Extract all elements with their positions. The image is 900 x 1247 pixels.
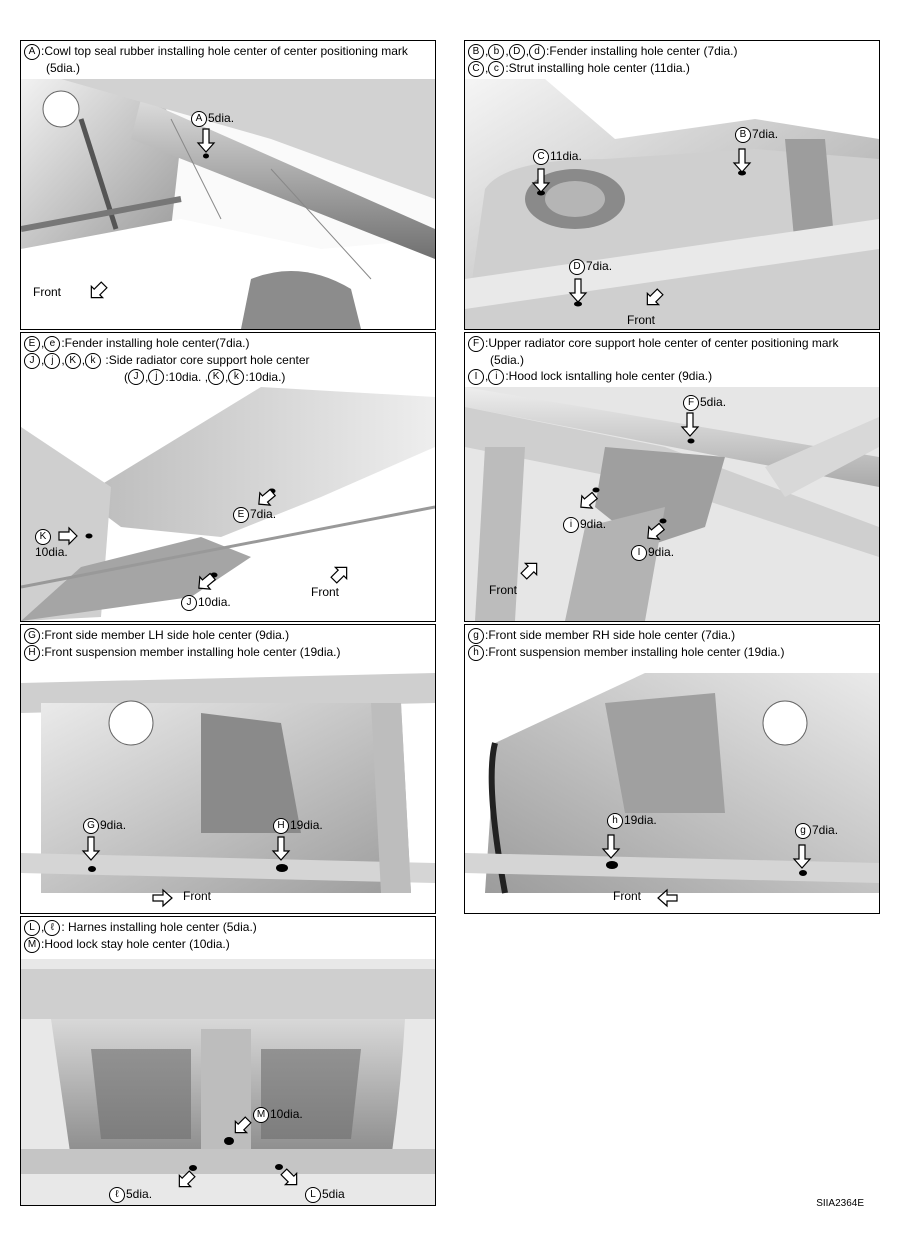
panel-front-side-lh	[20, 624, 436, 914]
callout-d: D 7dia.	[569, 259, 612, 275]
panel-cowl-top	[20, 40, 436, 330]
vehicle-body-illustration	[465, 663, 879, 913]
panel-caption: G :Front side member LH side hole center (9dia.) H :Front suspension member installing hole center (19dia.)	[24, 627, 432, 661]
front-label: Front	[311, 585, 340, 599]
panel-caption: g :Front side member RH side hole center (7dia.) h :Front suspension member installing hole center (19dia.)	[468, 627, 876, 661]
callout-i-lower: i 9dia.	[563, 517, 606, 533]
vehicle-body-illustration	[465, 79, 879, 329]
panel-fender-strut	[464, 40, 880, 330]
callout-f: F 5dia.	[683, 395, 726, 411]
callout-j: J 10dia.	[181, 595, 231, 611]
vehicle-body-illustration	[21, 663, 435, 913]
vehicle-body-illustration	[21, 79, 435, 329]
letter-circle: A	[24, 44, 40, 60]
panel-caption: L , ℓ : Harnes installing hole center (5dia.) M :Hood lock stay hole center (10dia.)	[24, 919, 432, 953]
front-label: Front	[489, 583, 518, 597]
panel-caption: E , e :Fender installing hole center(7dia.) J , j , K , k :Side radiator core support hole center ( J , j :10dia. , K , k :10dia.)	[24, 335, 432, 385]
callout-m: M 10dia.	[253, 1107, 303, 1123]
vehicle-body-illustration	[465, 387, 879, 621]
panel-caption: F :Upper radiator core support hole center of center positioning mark (5dia.) I , i :Hood lock isntalling hole center (9dia.)	[468, 335, 876, 385]
panel-front-side-rh	[464, 624, 880, 914]
callout-i-upper: I 9dia.	[631, 545, 674, 561]
panel-caption: B , b , D , d :Fender installing hole center (7dia.) C , c :Strut installing hole center (11dia.)	[468, 43, 876, 77]
panel-harness-hood-lock	[20, 916, 436, 1206]
callout-c: C 11dia.	[533, 149, 582, 165]
front-label: Front	[33, 285, 62, 299]
panel-upper-radiator	[464, 332, 880, 622]
callout-b: B 7dia.	[735, 127, 778, 143]
panel-caption: A :Cowl top seal rubber installing hole center of center positioning mark (5dia.)	[24, 43, 432, 76]
front-label: Front	[627, 313, 656, 327]
callout-h-rh: h 19dia.	[607, 813, 657, 829]
front-label: Front	[613, 889, 642, 903]
callout-g-rh: g 7dia.	[795, 823, 838, 839]
callout-k: K 10dia.	[35, 531, 68, 559]
callout-g: G 9dia.	[83, 818, 126, 834]
vehicle-body-illustration	[21, 959, 435, 1205]
vehicle-body-illustration	[21, 387, 435, 621]
callout-l-upper: L 5dia	[305, 1187, 345, 1203]
callout-l-lower: ℓ 5dia.	[109, 1187, 152, 1203]
callout-a: A 5dia.	[191, 111, 234, 127]
front-label: Front	[183, 889, 212, 903]
figure-code: SIIA2364E	[816, 1198, 864, 1209]
callout-h: H 19dia.	[273, 818, 323, 834]
panel-side-radiator	[20, 332, 436, 622]
callout-e: E 7dia.	[233, 507, 276, 523]
